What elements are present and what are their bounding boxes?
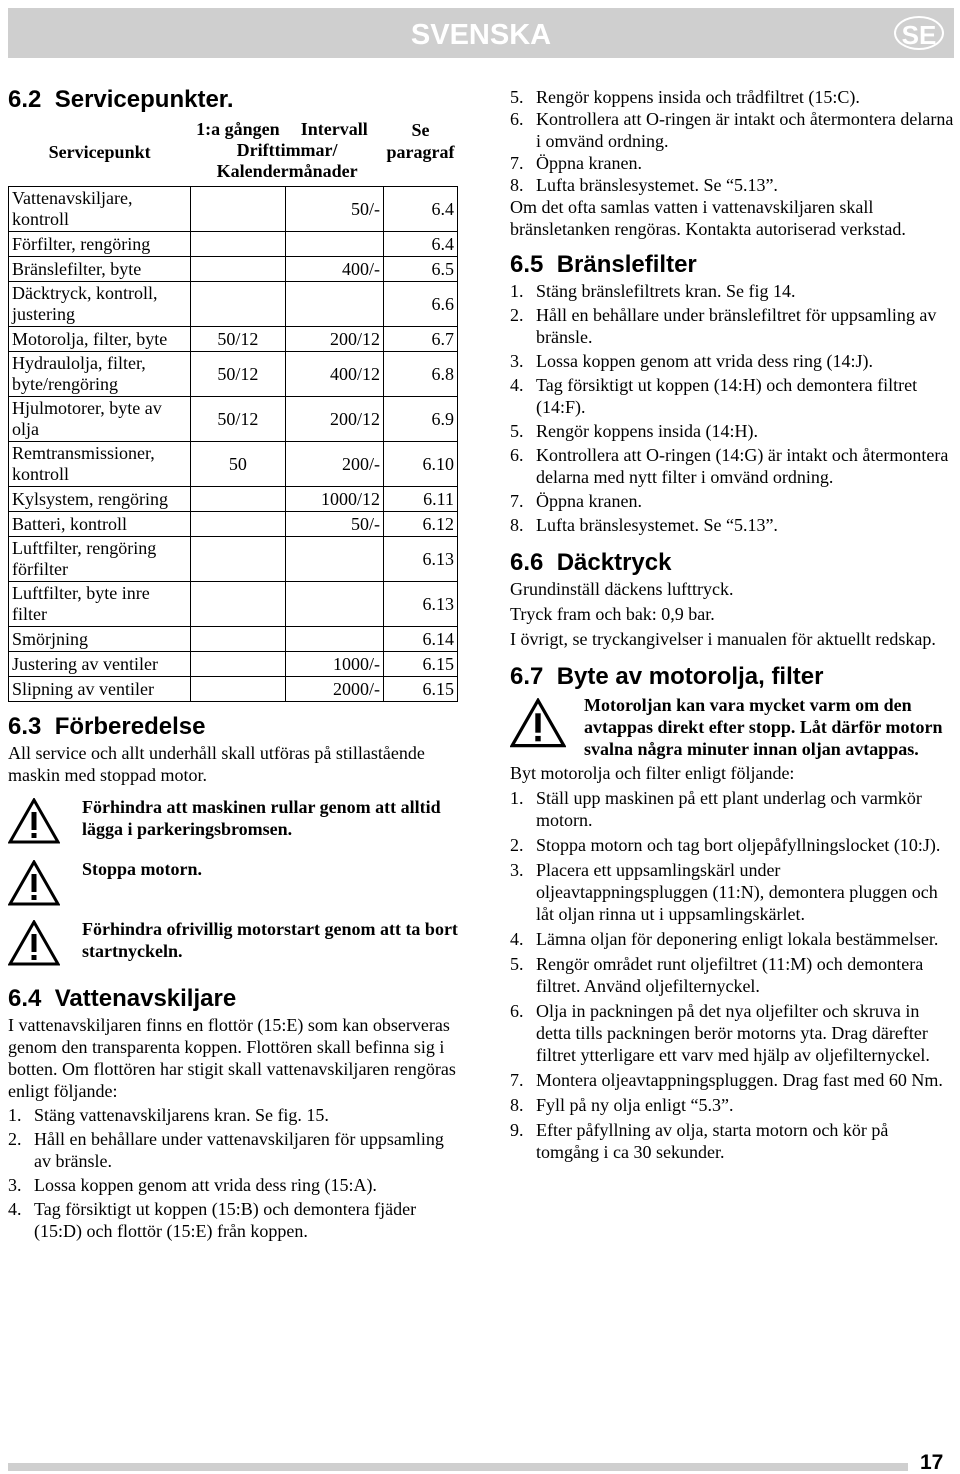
cell-interval: 400/- [285, 257, 383, 282]
list-item: 4. Tag försiktigt ut koppen (15:B) och demontera fjäder (15:D) och flottör (15:E) från koppen. [8, 1199, 417, 1241]
paragraph: I övrigt, se tryckangivelser i manualen för aktuellt redskap. [510, 629, 936, 649]
warning-text: Förhindra att maskinen rullar genom att alltid lägga i parkeringsbromsen. [82, 797, 441, 839]
table-row [9, 677, 458, 702]
cell-first: 50/12 [191, 327, 285, 352]
cell-paragraph: 6.6 [383, 282, 457, 327]
list-item: 1. Ställ upp maskinen på ett plant underlag och varmkör motorn. [510, 788, 922, 830]
th-see: Se paragraf [386, 120, 455, 162]
cell-first [191, 627, 285, 652]
warning-triangle-icon [510, 698, 566, 748]
cell-servicepunkt: Justering av ventiler [9, 652, 191, 677]
list-item: 6. Kontrollera att O-ringen är intakt och återmontera delarna i omvänd ordning. [510, 109, 954, 151]
th-drift: Drifttimmar/ Kalendermånader [216, 140, 358, 181]
cell-servicepunkt: Däcktryck, kontroll, justering [9, 282, 191, 327]
cell-paragraph: 6.7 [383, 327, 457, 352]
th-interval: Intervall [300, 119, 368, 139]
cell-interval [285, 282, 383, 327]
cell-first [191, 677, 285, 702]
service-table [8, 119, 458, 702]
cell-paragraph: 6.12 [383, 512, 457, 537]
cell-servicepunkt: Motorolja, filter, byte [9, 327, 191, 352]
cell-paragraph: 6.14 [383, 627, 457, 652]
cell-paragraph: 6.13 [383, 582, 457, 627]
list-item: 5. Rengör området runt oljefiltret (11:M) och demontera filtret. Använd oljefilternyckel. [510, 954, 924, 996]
cell-first [191, 537, 285, 582]
cell-paragraph: 6.15 [383, 677, 457, 702]
warning-text: Stoppa motorn. [82, 859, 203, 879]
section-6-2-heading: 6.2 Servicepunkter. [8, 86, 234, 113]
cell-servicepunkt: Hjulmotorer, byte av olja [9, 397, 191, 442]
cell-servicepunkt: Hydraulolja, filter, byte/rengöring [9, 352, 191, 397]
section-6-7-heading: 6.7 Byte av motorolja, filter [510, 663, 824, 690]
cell-first [191, 512, 285, 537]
table-row [9, 257, 458, 282]
list-item: 9. Efter påfyllning av olja, starta motorn och kör på tomgång i ca 30 sekunder. [510, 1120, 889, 1162]
right-column [510, 86, 955, 1163]
cell-interval [285, 232, 383, 257]
table-row [9, 487, 458, 512]
cell-interval: 1000/- [285, 652, 383, 677]
warning-triangle-icon [8, 860, 60, 906]
cell-interval: 200/- [285, 442, 383, 487]
cell-paragraph: 6.5 [383, 257, 457, 282]
cell-paragraph: 6.11 [383, 487, 457, 512]
section-6-4-heading: 6.4 Vattenavskiljare [8, 985, 237, 1012]
table-row [9, 582, 458, 627]
list-item: 8. Lufta bränslesystemet. Se “5.13”. [510, 515, 778, 535]
cell-paragraph: 6.8 [383, 352, 457, 397]
cell-servicepunkt: Kylsystem, rengöring [9, 487, 191, 512]
language-badge: SE [894, 16, 944, 50]
cell-interval [285, 537, 383, 582]
cell-interval: 400/12 [285, 352, 383, 397]
cell-paragraph: 6.13 [383, 537, 457, 582]
list-item: 8. Fyll på ny olja enligt “5.3”. [510, 1095, 734, 1115]
cell-servicepunkt: Smörjning [9, 627, 191, 652]
cell-paragraph: 6.4 [383, 232, 457, 257]
th-servicepunkt: Servicepunkt [48, 142, 151, 162]
warning-triangle-icon [8, 920, 60, 966]
list-item: 1. Stäng bränslefiltrets kran. Se fig 14. [510, 281, 796, 301]
cell-paragraph: 6.9 [383, 397, 457, 442]
cell-servicepunkt: Remtransmissioner, kontroll [9, 442, 191, 487]
cell-first [191, 257, 285, 282]
paragraph: Tryck fram och bak: 0,9 bar. [510, 604, 715, 624]
warning-block [8, 796, 458, 850]
language-title: SVENSKA [410, 19, 552, 51]
header-bar [8, 8, 954, 58]
table-row [9, 282, 458, 327]
cell-interval: 200/12 [285, 327, 383, 352]
table-row [9, 187, 458, 232]
page-number: 17 [920, 1451, 944, 1474]
cell-servicepunkt: Luftfilter, byte inre filter [9, 582, 191, 627]
cell-interval: 1000/12 [285, 487, 383, 512]
warning-text: Motoroljan kan vara mycket varm om den avtappas direkt efter stopp. Låt därför motorn svalna några minuter innan oljan avtappas. [584, 695, 943, 759]
list-item: 5. Rengör koppens insida och trådfiltret (15:C). [510, 87, 860, 107]
list-item: 2. Stoppa motorn och tag bort oljepåfyllningslocket (10:J). [510, 835, 941, 855]
paragraph: Grundinställ däckens lufttryck. [510, 579, 734, 599]
list-item: 8. Lufta bränslesystemet. Se “5.13”. [510, 175, 778, 195]
cell-first [191, 652, 285, 677]
table-row [9, 232, 458, 257]
left-column [8, 85, 458, 1242]
list-item: 2. Håll en behållare under bränslefiltret för uppsamling av bränsle. [510, 305, 937, 347]
table-row [9, 442, 458, 487]
cell-paragraph: 6.10 [383, 442, 457, 487]
cell-interval [285, 627, 383, 652]
cell-servicepunkt: Luftfilter, rengöring förfilter [9, 537, 191, 582]
cell-first: 50/12 [191, 352, 285, 397]
warning-block [510, 694, 955, 760]
cell-interval: 50/- [285, 512, 383, 537]
list-item: 6. Olja in packningen på det nya oljefilter och skruva in detta tills packningen berör motorns yta. Drag därefter filtret ytterligare ett varv med hjälp av oljefilternyckel. [510, 1001, 930, 1065]
warning-block [8, 918, 458, 972]
cell-first [191, 487, 285, 512]
cell-first [191, 187, 285, 232]
cell-servicepunkt: Batteri, kontroll [9, 512, 191, 537]
list-item: 6. Kontrollera att O-ringen (14:G) är intakt och återmontera delarna med nytt filter i omvänd ordning. [510, 445, 949, 487]
warning-text: Förhindra ofrivillig motorstart genom att ta bort startnyckeln. [82, 919, 458, 961]
th-first: 1:a gången [196, 119, 280, 139]
section-6-4-intro: I vattenavskiljaren finns en flottör (15:E) som kan observeras genom den transparenta koppen. Flottören skall befinna sig i botten. Om flottören har stigit skall vattenavskiljaren rengöras enligt följande: [8, 1015, 456, 1101]
table-row [9, 627, 458, 652]
section-6-4-note: Om det ofta samlas vatten i vattenavskiljaren skall bränsletanken rengöras. Kontakta autoriserad verkstad. [510, 197, 906, 239]
list-item: 1. Stäng vattenavskiljarens kran. Se fig. 15. [8, 1105, 329, 1125]
table-row [9, 537, 458, 582]
table-row [9, 327, 458, 352]
warning-triangle-icon [8, 798, 60, 844]
list-item: 4. Lämna oljan för deponering enligt lokala bestämmelser. [510, 929, 939, 949]
cell-first [191, 582, 285, 627]
cell-first [191, 232, 285, 257]
cell-first: 50/12 [191, 397, 285, 442]
list-item: 3. Placera ett uppsamlingskärl under oljeavtappningspluggen (11:N), demontera pluggen och låt oljan rinna ut i uppsamlingskärlet. [510, 860, 938, 924]
list-item: 4. Tag försiktigt ut koppen (14:H) och demontera filtret (14:F). [510, 375, 918, 417]
warning-block [8, 858, 458, 912]
cell-servicepunkt: Bränslefilter, byte [9, 257, 191, 282]
cell-interval: 50/- [285, 187, 383, 232]
cell-servicepunkt: Förfilter, rengöring [9, 232, 191, 257]
cell-interval [285, 582, 383, 627]
list-item: 3. Lossa koppen genom att vrida dess ring (15:A). [8, 1175, 377, 1195]
table-row [9, 512, 458, 537]
cell-interval: 200/12 [285, 397, 383, 442]
footer-bar [8, 1463, 908, 1471]
cell-first [191, 282, 285, 327]
cell-servicepunkt: Vattenavskiljare, kontroll [9, 187, 191, 232]
cell-first: 50 [191, 442, 285, 487]
cell-interval: 2000/- [285, 677, 383, 702]
section-6-3-heading: 6.3 Förberedelse [8, 713, 206, 740]
list-item: 7. Öppna kranen. [510, 153, 642, 173]
list-item: 5. Rengör koppens insida (14:H). [510, 421, 758, 441]
table-row [9, 397, 458, 442]
list-item: 7. Montera oljeavtappningspluggen. Drag fast med 60 Nm. [510, 1070, 943, 1090]
section-6-3-intro: All service och allt underhåll skall utföras på stillastående maskin med stoppad motor. [8, 743, 425, 785]
paragraph: Byt motorolja och filter enligt följande: [510, 763, 795, 783]
cell-paragraph: 6.4 [383, 187, 457, 232]
cell-paragraph: 6.15 [383, 652, 457, 677]
table-row [9, 352, 458, 397]
section-6-6-heading: 6.6 Däcktryck [510, 549, 672, 576]
table-row [9, 652, 458, 677]
list-item: 3. Lossa koppen genom att vrida dess ring (14:J). [510, 351, 873, 371]
cell-servicepunkt: Slipning av ventiler [9, 677, 191, 702]
section-6-5-heading: 6.5 Bränslefilter [510, 251, 697, 278]
list-item: 7. Öppna kranen. [510, 491, 642, 511]
list-item: 2. Håll en behållare under vattenavskiljaren för uppsamling av bränsle. [8, 1129, 444, 1171]
